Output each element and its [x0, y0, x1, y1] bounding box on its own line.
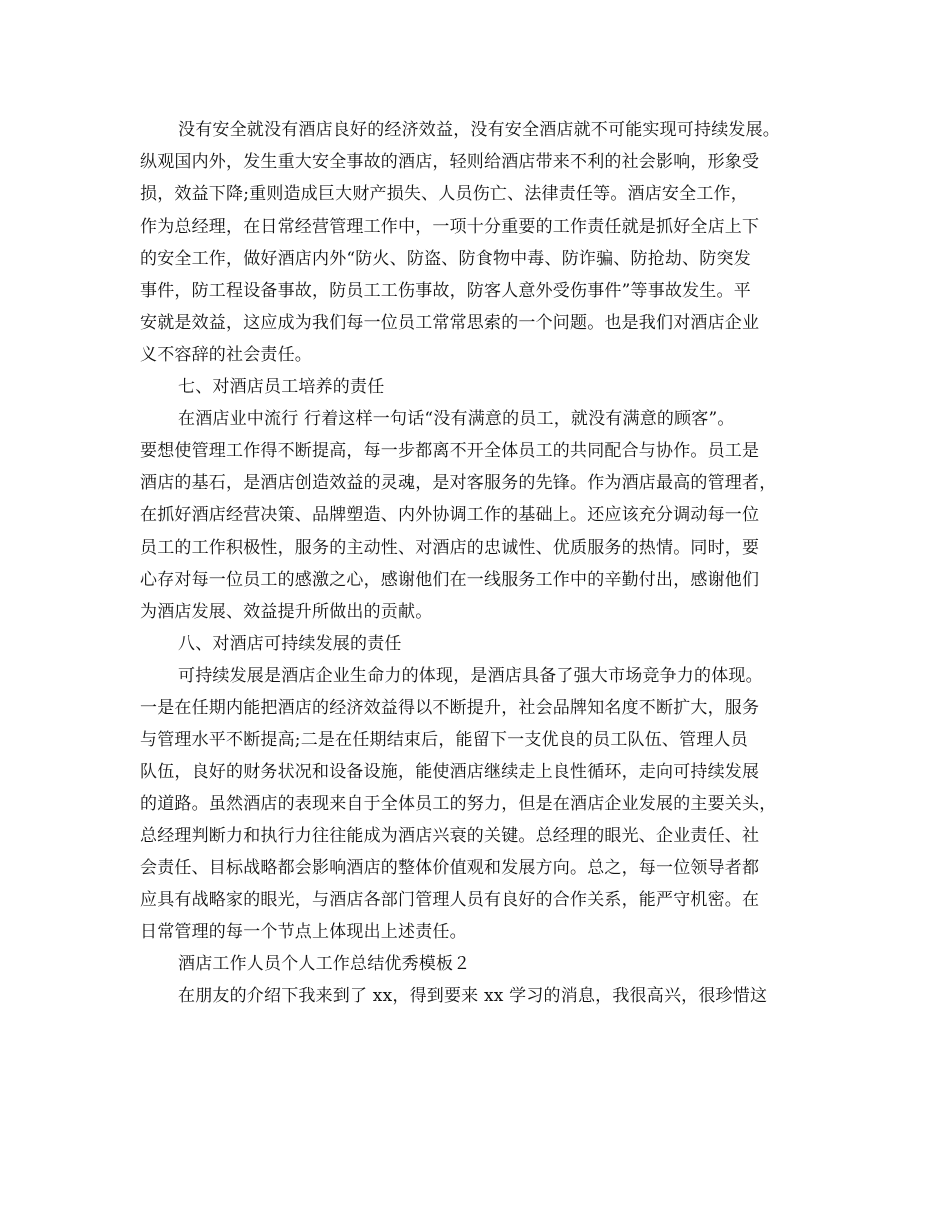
body-text-line: 纵观国内外，发生重大安全事故的酒店，轻则给酒店带来不利的社会影响，形象受	[140, 152, 760, 172]
section-heading: 八、对酒店可持续发展的责任	[178, 634, 402, 654]
section-heading: 七、对酒店员工培养的责任	[178, 377, 385, 397]
body-text-line: 心存对每一位员工的感激之心，感谢他们在一线服务工作中的辛勤付出，感谢他们	[140, 570, 760, 590]
body-text-line: 员工的工作积极性，服务的主动性、对酒店的忠诚性、优质服务的热情。同时，要	[140, 538, 760, 558]
body-text-line: 的道路。虽然酒店的表现来自于全体员工的努力，但是在酒店企业发展的主要关头，	[140, 794, 777, 814]
body-text-line: 损，效益下降;重则造成巨大财产损失、人员伤亡、法律责任等。酒店安全工作，	[140, 184, 748, 204]
body-text-line: 应具有战略家的眼光，与酒店各部门管理人员有良好的合作关系，能严守机密。在	[140, 890, 760, 910]
body-text-line: 在酒店业中流行 行着这样一句话“没有满意的员工，就没有满意的顾客”。	[178, 409, 735, 429]
section-heading: 酒店工作人员个人工作总结优秀模板２	[178, 954, 471, 974]
body-text-line: 的安全工作，做好酒店内外“防火、防盗、防食物中毒、防诈骗、防抢劫、防突发	[140, 249, 751, 269]
body-text-line: 没有安全就没有酒店良好的经济效益，没有安全酒店就不可能实现可持续发展。	[178, 120, 780, 140]
body-text-line: 为酒店发展、效益提升所做出的贡献。	[140, 602, 433, 622]
body-text-line: 总经理判断力和执行力往往能成为酒店兴衰的关键。总经理的眼光、企业责任、社	[140, 826, 760, 846]
body-text-line: 队伍，良好的财务状况和设备设施，能使酒店继续走上良性循环，走向可持续发展	[140, 762, 760, 782]
body-text-line: 事件，防工程设备事故，防员工工伤事故，防客人意外受伤事件”等事故发生。平	[140, 281, 751, 301]
body-text-line: 安就是效益，这应成为我们每一位员工常常思索的一个问题。也是我们对酒店企业	[140, 313, 760, 333]
body-text-line: 一是在任期内能把酒店的经济效益得以不断提升，社会品牌知名度不断扩大，服务	[140, 698, 760, 718]
body-text-line: 要想使管理工作得不断提高，每一步都离不开全体员工的共同配合与协作。员工是	[140, 441, 760, 461]
body-text-line: 在朋友的介绍下我来到了 xx，得到要来 xx 学习的消息，我很高兴，很珍惜这	[178, 986, 768, 1006]
body-text-line: 与管理水平不断提高;二是在任期结束后，能留下一支优良的员工队伍、管理人员	[140, 730, 748, 750]
body-text-line: 作为总经理，在日常经营管理工作中，一项十分重要的工作责任就是抓好全店上下	[140, 217, 760, 237]
body-text-line: 会责任、目标战略都会影响酒店的整体价值观和发展方向。总之，每一位领导者都	[140, 858, 760, 878]
body-text-line: 义不容辞的社会责任。	[140, 345, 312, 365]
body-text-line: 可持续发展是酒店企业生命力的体现，是酒店具备了强大市场竞争力的体现。	[178, 666, 763, 686]
body-text-line: 日常管理的每一个节点上体现出上述责任。	[140, 922, 467, 942]
body-text-line: 酒店的基石，是酒店创造效益的灵魂，是对客服务的先锋。作为酒店最高的管理者，	[140, 473, 777, 493]
body-text-line: 在抓好酒店经营决策、品牌塑造、内外协调工作的基础上。还应该充分调动每一位	[140, 505, 760, 525]
